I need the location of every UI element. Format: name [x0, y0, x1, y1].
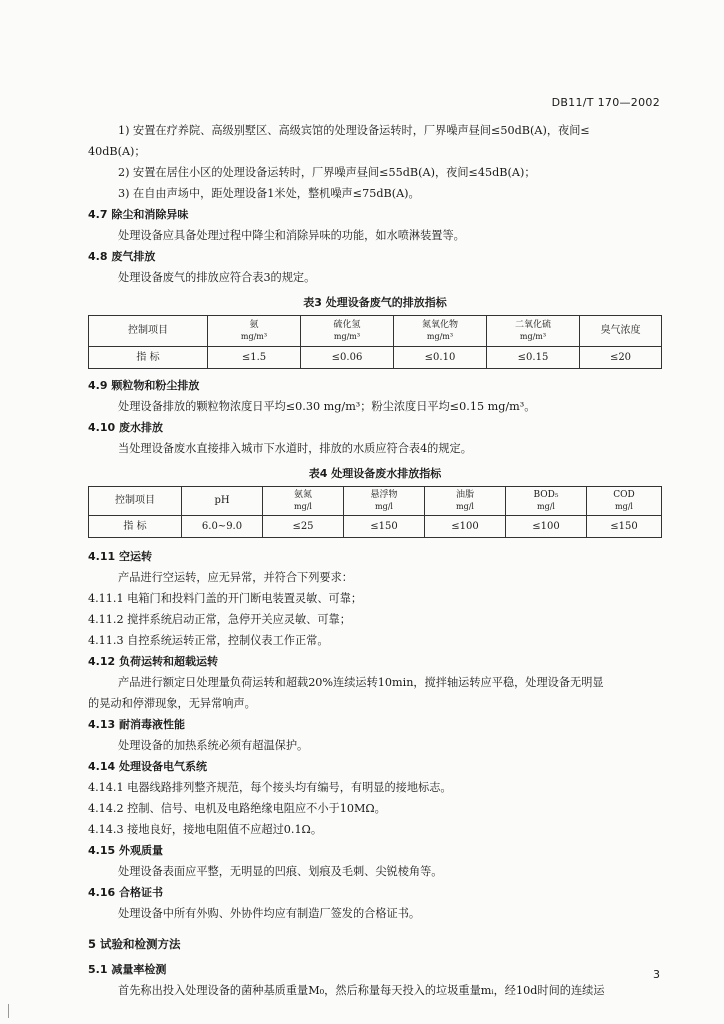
- section-4-10-heading: 4.10 废水排放: [88, 421, 163, 434]
- section-4-7-text: 处理设备应具备处理过程中降尘和消除异味的功能，如水喷淋装置等。: [118, 229, 465, 242]
- table-3-cell: ≤0.15: [487, 347, 580, 369]
- table-3-header-cell: 臭气浓度: [580, 316, 662, 347]
- section-4-12-text: 产品进行额定日处理量负荷运转和超载20%连续运转10min，搅拌轴运转应平稳，处理设备无明显: [118, 676, 604, 689]
- table-4-cell: ≤100: [425, 516, 506, 538]
- section-4-15-text: 处理设备表面应平整，无明显的凹痕、划痕及毛刺、尖锐棱角等。: [118, 865, 443, 878]
- section-4-16-text: 处理设备中所有外购、外协件均应有制造厂签发的合格证书。: [118, 907, 421, 920]
- table-4-cell: ≤150: [344, 516, 425, 538]
- section-4-13-heading: 4.13 耐消毒液性能: [88, 718, 185, 731]
- table-4-cell: ≤100: [506, 516, 587, 538]
- section-4-15-heading: 4.15 外观质量: [88, 844, 163, 857]
- section-4-11-heading: 4.11 空运转: [88, 550, 152, 563]
- table-3-cell: ≤0.10: [394, 347, 487, 369]
- table-4-header-cell: 悬浮物 mg/l: [344, 487, 425, 516]
- table-4-header-cell: BOD₅ mg/l: [506, 487, 587, 516]
- table-4-header-cell: pH: [182, 487, 263, 516]
- table-4-header-cell: 氨氮 mg/l: [263, 487, 344, 516]
- table-3-header-cell: 硫化氢 mg/m³: [301, 316, 394, 347]
- table-3-header-cell: 氨 mg/m³: [208, 316, 301, 347]
- section-4-7-heading: 4.7 除尘和消除异味: [88, 208, 189, 221]
- section-4-9-text: 处理设备排放的颗粒物浓度日平均≤0.30 mg/m³；粉尘浓度日平均≤0.15 mg/m³。: [118, 400, 536, 413]
- table-4-cell: ≤25: [263, 516, 344, 538]
- table-3-cell: 指 标: [89, 347, 208, 369]
- table-4-cell: ≤150: [587, 516, 662, 538]
- table-row: [89, 316, 662, 347]
- table-row: [89, 487, 662, 516]
- table-3-cell: ≤20: [580, 347, 662, 369]
- section-4-10-text: 当处理设备废水直接排入城市下水道时，排放的水质应符合表4的规定。: [118, 442, 472, 455]
- table-row: [89, 347, 662, 369]
- table-3-header-cell: 控制项目: [89, 316, 208, 347]
- section-5-1-heading: 5.1 减量率检测: [88, 963, 167, 976]
- table-3: [88, 315, 662, 369]
- noise-item-2: 2) 安置在居住小区的处理设备运转时，厂界噪声昼间≤55dB(A)，夜间≤45dB(A)；: [118, 166, 536, 179]
- section-4-8-heading: 4.8 废气排放: [88, 250, 156, 263]
- table-3-caption: 表3 处理设备废气的排放指标: [303, 296, 447, 309]
- table-3-cell: ≤1.5: [208, 347, 301, 369]
- section-4-13-text: 处理设备的加热系统必须有超温保护。: [118, 739, 309, 752]
- table-4-header-cell: 控制项目: [89, 487, 182, 516]
- noise-item-3: 3) 在自由声场中，距处理设备1米处，整机噪声≤75dB(A)。: [118, 187, 420, 200]
- table-3-cell: ≤0.06: [301, 347, 394, 369]
- section-5-1-text: 首先称出投入处理设备的菌种基质重量M₀，然后称量每天投入的垃圾重量mᵢ，经10d时间的连续运: [118, 984, 605, 997]
- table-4-cell: 6.0~9.0: [182, 516, 263, 538]
- table-4-header-cell: 油脂 mg/l: [425, 487, 506, 516]
- section-4-16-heading: 4.16 合格证书: [88, 886, 163, 899]
- table-row: [89, 516, 662, 538]
- table-3-header-cell: 氮氧化物 mg/m³: [394, 316, 487, 347]
- section-4-14-3: 4.14.3 接地良好，接地电阻值不应超过0.1Ω。: [88, 823, 323, 836]
- section-4-11-3: 4.11.3 自控系统运转正常，控制仪表工作正常。: [88, 634, 329, 647]
- scan-edge-mark: [8, 1004, 9, 1018]
- noise-item-1-cont: 40dB(A)；: [88, 145, 146, 158]
- section-4-14-1: 4.14.1 电器线路排列整齐规范，每个接头均有编号，有明显的接地标志。: [88, 781, 452, 794]
- section-4-12-heading: 4.12 负荷运转和超载运转: [88, 655, 218, 668]
- table-4: [88, 486, 662, 538]
- table-4-header-cell: COD mg/l: [587, 487, 662, 516]
- section-4-14-heading: 4.14 处理设备电气系统: [88, 760, 207, 773]
- section-4-11-2: 4.11.2 搅拌系统启动正常，急停开关应灵敏、可靠；: [88, 613, 351, 626]
- section-4-9-heading: 4.9 颗粒物和粉尘排放: [88, 379, 200, 392]
- page-content: [88, 120, 662, 1001]
- section-4-11-text: 产品进行空运转，应无异常，并符合下列要求：: [118, 571, 353, 584]
- section-4-8-text: 处理设备废气的排放应符合表3的规定。: [118, 271, 316, 284]
- table-4-cell: 指 标: [89, 516, 182, 538]
- table-3-header-cell: 二氧化硫 mg/m³: [487, 316, 580, 347]
- page-number: 3: [653, 968, 660, 981]
- section-5-heading: 5 试验和检测方法: [88, 937, 181, 951]
- noise-item-1: 1) 安置在疗养院、高级别墅区、高级宾馆的处理设备运转时，厂界噪声昼间≤50dB(A)，夜间≤: [118, 124, 590, 137]
- standard-number-header: DB11/T 170—2002: [551, 96, 660, 109]
- section-4-14-2: 4.14.2 控制、信号、电机及电路绝缘电阻应不小于10MΩ。: [88, 802, 386, 815]
- section-4-11-1: 4.11.1 电箱门和投料门盖的开门断电装置灵敏、可靠；: [88, 592, 363, 605]
- section-4-12-text-cont: 的晃动和停滞现象，无异常响声。: [88, 697, 256, 710]
- table-4-caption: 表4 处理设备废水排放指标: [308, 467, 442, 480]
